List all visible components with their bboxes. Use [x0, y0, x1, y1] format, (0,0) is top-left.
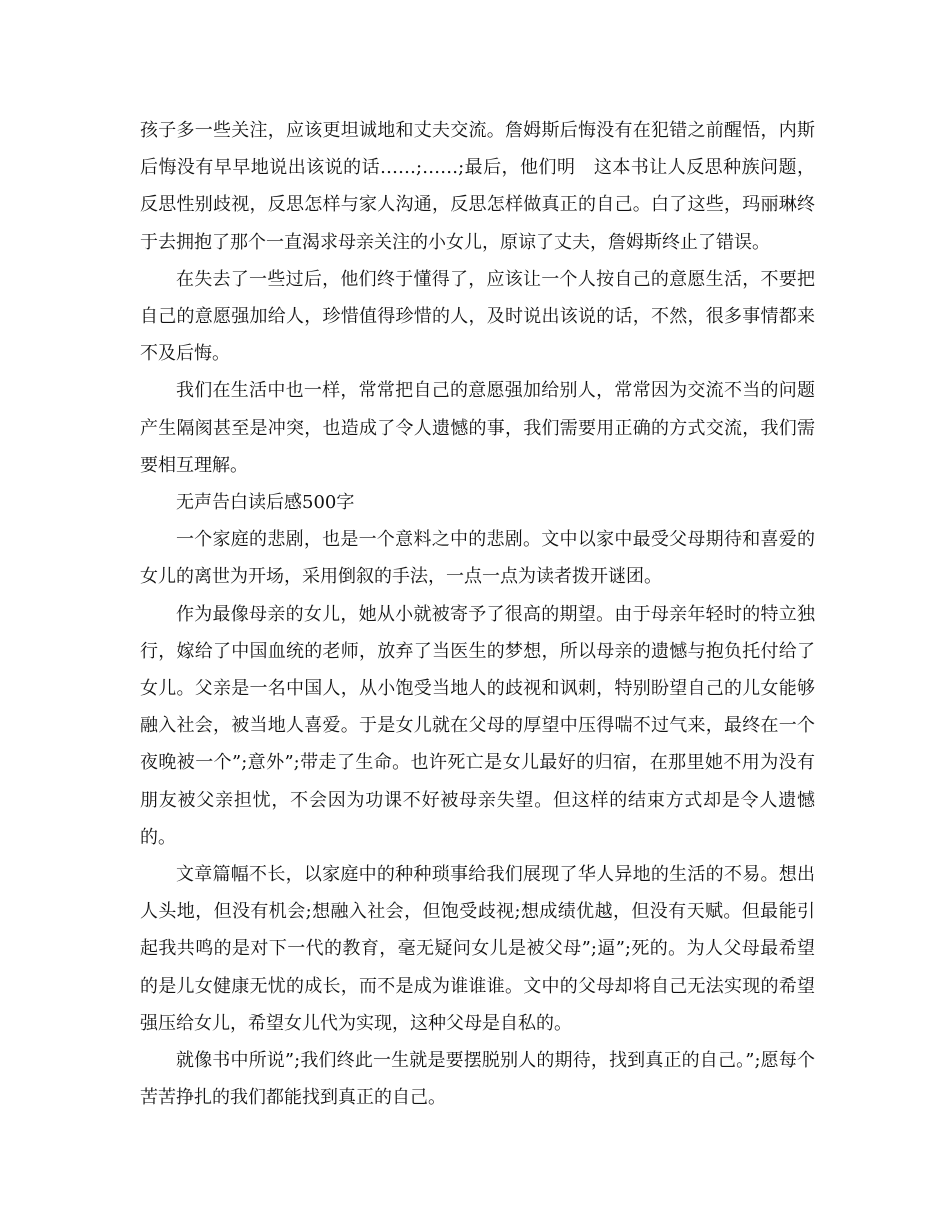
paragraph-6: 作为最像母亲的女儿，她从小就被寄予了很高的期望。由于母亲年轻时的特立独行，嫁给了中国血统的老师，放弃了当医生的梦想，所以母亲的遗憾与抱负托付给了女儿。父亲是一名中国人，从小饱受当地人的歧视和讽刺，特别盼望自己的儿女能够融入社会，被当地人喜爱。于是女儿就在父母的厚望中压得喘不过气来，最终在一个夜晚被一个”;意外”;带走了生命。也许死亡是女儿最好的归宿，在那里她不用为没有朋友被父亲担忧，不会因为功课不好被母亲失望。但这样的结束方式却是令人遗憾的。: [140, 603, 815, 848]
paragraph-1: 孩子多一些关注，应该更坦诚地和丈夫交流。詹姆斯后悔没有在犯错之前醒悟，内斯后悔没有早早地说出该说的话……;……;最后，他们明 这本书让人反思种族问题，反思性别歧视，反思怎样与家人沟通，反思怎样做真正的自己。白了这些，玛丽琳终于去拥抱了那个一直渴求母亲关注的小女儿，原谅了丈夫，詹姆斯终止了错误。: [140, 120, 815, 253]
section-heading: 无声告白读后感500字: [176, 492, 355, 514]
paragraph-3: 我们在生活中也一样，常常把自己的意愿强加给别人，常常因为交流不当的问题产生隔阂甚至是冲突，也造成了令人遗憾的事，我们需要用正确的方式交流，我们需要相互理解。: [140, 380, 815, 476]
paragraph-5: 一个家庭的悲剧，也是一个意料之中的悲剧。文中以家中最受父母期待和喜爱的女儿的离世为开场，采用倒叙的手法，一点一点为读者拨开谜团。: [140, 529, 815, 588]
paragraph-7: 文章篇幅不长，以家庭中的种种琐事给我们展现了华人异地的生活的不易。想出人头地，但没有机会;想融入社会，但饱受歧视;想成绩优越，但没有天赋。但最能引起我共鸣的是对下一代的教育，毫无疑问女儿是被父母”;逼”;死的。为人父母最希望的是儿女健康无忧的成长，而不是成为谁谁谁。文中的父母却将自己无法实现的希望强压给女儿，希望女儿代为实现，这种父母是自私的。: [140, 864, 815, 1034]
document-page: [140, 112, 815, 1116]
paragraph-8: 就像书中所说”;我们终此一生就是要摆脱别人的期待，找到真正的自己。”;愿每个苦苦挣扎的我们都能找到真正的自己。: [140, 1050, 815, 1109]
paragraph-2: 在失去了一些过后，他们终于懂得了，应该让一个人按自己的意愿生活，不要把自己的意愿强加给人，珍惜值得珍惜的人，及时说出该说的话，不然，很多事情都来不及后悔。: [140, 268, 815, 365]
